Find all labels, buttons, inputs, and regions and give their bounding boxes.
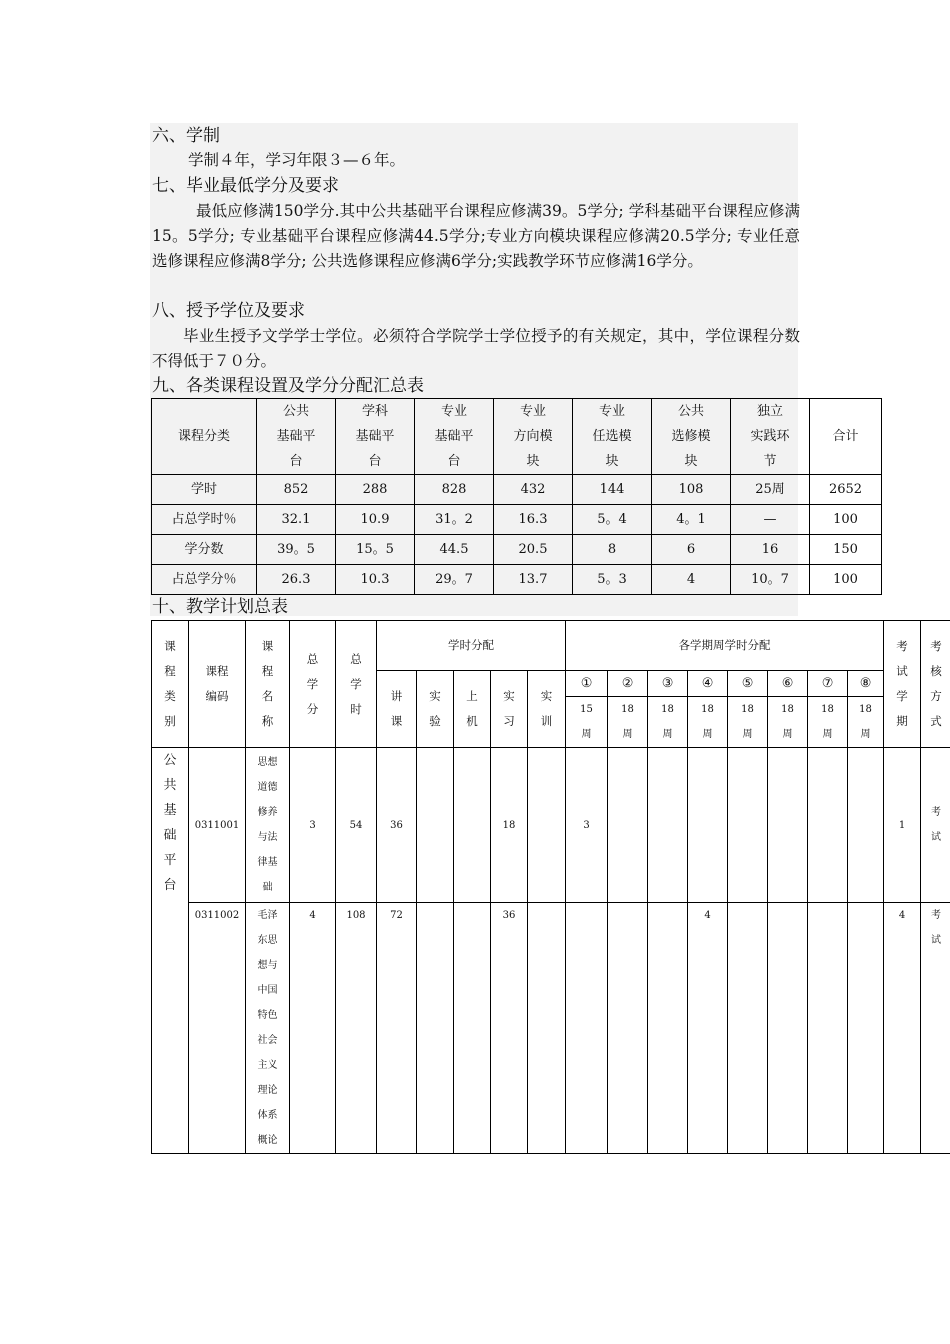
summary-row-label: 占总学分％ <box>152 565 257 595</box>
course-hours: 54 <box>336 748 377 903</box>
summary-header-cell: 专业 方向模 块 <box>494 399 573 475</box>
course-lecture: 72 <box>377 903 417 1154</box>
semester-number: ① <box>566 671 608 697</box>
semester-weeks: 18 周 <box>808 697 848 748</box>
summary-cell: 4 <box>652 565 731 595</box>
summary-cell: 5。3 <box>573 565 652 595</box>
summary-cell: 31。2 <box>415 505 494 535</box>
section-10-title: 十、教学计划总表 <box>152 597 288 617</box>
semester-number: ③ <box>648 671 688 697</box>
header-exam-term: 考 试 学 期 <box>884 621 921 748</box>
semester-weeks: 18 周 <box>848 697 884 748</box>
course-semester-hours <box>848 903 884 1154</box>
semester-weeks: 18 周 <box>648 697 688 748</box>
summary-cell: 8 <box>573 535 652 565</box>
summary-cell: 144 <box>573 475 652 505</box>
summary-cell: 828 <box>415 475 494 505</box>
header-semester-distribution: 各学期周学时分配 <box>566 621 884 671</box>
course-computer <box>454 903 491 1154</box>
summary-cell: 20.5 <box>494 535 573 565</box>
header-total-hours: 总 学 时 <box>336 621 377 748</box>
course-exam-term: 1 <box>884 748 921 903</box>
summary-header-cell: 专业 任选模 块 <box>573 399 652 475</box>
summary-cell: 15。5 <box>336 535 415 565</box>
course-lecture: 36 <box>377 748 417 903</box>
summary-header-row <box>152 399 882 475</box>
course-semester-hours <box>808 748 848 903</box>
summary-cell: 288 <box>336 475 415 505</box>
header-training: 实 训 <box>528 671 566 748</box>
summary-cell: 10.3 <box>336 565 415 595</box>
course-code: 0311002 <box>189 903 246 1154</box>
semester-number: ④ <box>688 671 728 697</box>
header-lab: 实 验 <box>417 671 454 748</box>
course-semester-hours <box>728 903 768 1154</box>
summary-cell: 150 <box>810 535 882 565</box>
semester-weeks: 15 周 <box>566 697 608 748</box>
course-semester-hours <box>608 903 648 1154</box>
summary-cell: 108 <box>652 475 731 505</box>
section-8-text: 毕业生授予文学学士学位。必须符合学院学士学位授予的有关规定，其中，学位课程分数不得低于７０分。 <box>152 327 800 370</box>
header-total-credits: 总 学 分 <box>290 621 336 748</box>
summary-header-cell: 公共 选修模 块 <box>652 399 731 475</box>
course-hours: 108 <box>336 903 377 1154</box>
course-lab <box>417 748 454 903</box>
section-7-title: 七、毕业最低学分及要求 <box>152 176 339 196</box>
course-semester-hours <box>768 903 808 1154</box>
summary-cell: 10。7 <box>731 565 810 595</box>
course-exam-mode: 考 试 <box>921 748 950 903</box>
summary-header-cell: 课程分类 <box>152 399 257 475</box>
course-semester-hours <box>566 903 608 1154</box>
summary-cell: 32.1 <box>257 505 336 535</box>
summary-header-cell: 合计 <box>810 399 882 475</box>
summary-cell: 25周 <box>731 475 810 505</box>
semester-weeks: 18 周 <box>688 697 728 748</box>
course-code: 0311001 <box>189 748 246 903</box>
summary-cell: 852 <box>257 475 336 505</box>
section-6-title: 六、学制 <box>152 126 220 146</box>
course-semester-hours <box>768 748 808 903</box>
course-computer <box>454 748 491 903</box>
course-semester-hours <box>808 903 848 1154</box>
summary-cell: 432 <box>494 475 573 505</box>
course-name: 思想 道德 修养 与法 律基 础 <box>246 748 290 903</box>
semester-number: ⑦ <box>808 671 848 697</box>
semester-weeks: 18 周 <box>728 697 768 748</box>
header-practice: 实 习 <box>491 671 528 748</box>
header-course-category: 课 程 类 别 <box>152 621 189 748</box>
header-hour-distribution: 学时分配 <box>377 621 566 671</box>
course-practice: 36 <box>491 903 528 1154</box>
course-row <box>152 748 950 903</box>
section-6-text: 学制４年，学习年限３—６年。 <box>188 151 406 169</box>
course-semester-hours: 4 <box>688 903 728 1154</box>
summary-cell: 5。4 <box>573 505 652 535</box>
summary-row-credits-pct <box>152 565 882 595</box>
summary-cell: 6 <box>652 535 731 565</box>
course-row <box>152 903 950 1154</box>
summary-cell: 100 <box>810 505 882 535</box>
semester-number: ② <box>608 671 648 697</box>
summary-cell: 39。5 <box>257 535 336 565</box>
summary-header-cell: 专业 基础平 台 <box>415 399 494 475</box>
course-semester-hours: 3 <box>566 748 608 903</box>
summary-row-label: 占总学时％ <box>152 505 257 535</box>
semester-weeks: 18 周 <box>608 697 648 748</box>
section-9-title: 九、各类课程设置及学分分配汇总表 <box>152 376 424 396</box>
summary-header-cell: 学科 基础平 台 <box>336 399 415 475</box>
header-exam-mode: 考 核 方 式 <box>921 621 950 748</box>
course-category: 公 共 基 础 平 台 <box>152 748 189 1154</box>
course-semester-hours <box>848 748 884 903</box>
summary-cell: 16 <box>731 535 810 565</box>
course-semester-hours <box>648 903 688 1154</box>
summary-row-label: 学分数 <box>152 535 257 565</box>
summary-cell: 100 <box>810 565 882 595</box>
summary-row-label: 学时 <box>152 475 257 505</box>
course-practice: 18 <box>491 748 528 903</box>
header-course-code: 课程 编码 <box>189 621 246 748</box>
semester-number: ⑥ <box>768 671 808 697</box>
header-lecture: 讲 课 <box>377 671 417 748</box>
summary-cell: 2652 <box>810 475 882 505</box>
course-training <box>528 903 566 1154</box>
summary-cell: 16.3 <box>494 505 573 535</box>
summary-row-hours-pct <box>152 505 882 535</box>
summary-cell: 44.5 <box>415 535 494 565</box>
section-8-title: 八、授予学位及要求 <box>152 301 305 321</box>
course-exam-term: 4 <box>884 903 921 1154</box>
summary-cell: 26.3 <box>257 565 336 595</box>
semester-number: ⑤ <box>728 671 768 697</box>
teaching-plan-table <box>151 620 950 1154</box>
course-lab <box>417 903 454 1154</box>
summary-cell: 13.7 <box>494 565 573 595</box>
summary-cell: 10.9 <box>336 505 415 535</box>
summary-cell: — <box>731 505 810 535</box>
credit-summary-table <box>151 398 882 595</box>
summary-row-credits <box>152 535 882 565</box>
summary-row-hours <box>152 475 882 505</box>
course-credits: 3 <box>290 748 336 903</box>
course-semester-hours <box>608 748 648 903</box>
course-training <box>528 748 566 903</box>
course-name: 毛泽 东思 想与 中国 特色 社会 主义 理论 体系 概论 <box>246 903 290 1154</box>
semester-number: ⑧ <box>848 671 884 697</box>
summary-header-cell: 公共 基础平 台 <box>257 399 336 475</box>
summary-header-cell: 独立 实践环 节 <box>731 399 810 475</box>
course-semester-hours <box>648 748 688 903</box>
course-semester-hours <box>728 748 768 903</box>
summary-cell: 29。7 <box>415 565 494 595</box>
summary-cell: 4。1 <box>652 505 731 535</box>
header-computer: 上 机 <box>454 671 491 748</box>
header-course-name: 课 程 名 称 <box>246 621 290 748</box>
course-credits: 4 <box>290 903 336 1154</box>
course-semester-hours <box>688 748 728 903</box>
semester-weeks: 18 周 <box>768 697 808 748</box>
section-7-text: 最低应修满150学分.其中公共基础平台课程应修满39。5学分; 学科基础平台课程应修满15。5学分; 专业基础平台课程应修满44.5学分;专业方向模块课程应修满20.5学分; 专业任意选修课程应修满8学分; 公共选修课程应修满6学分;实践教学环节应修满16学分。 <box>152 202 800 270</box>
course-exam-mode: 考 试 <box>921 903 950 1154</box>
